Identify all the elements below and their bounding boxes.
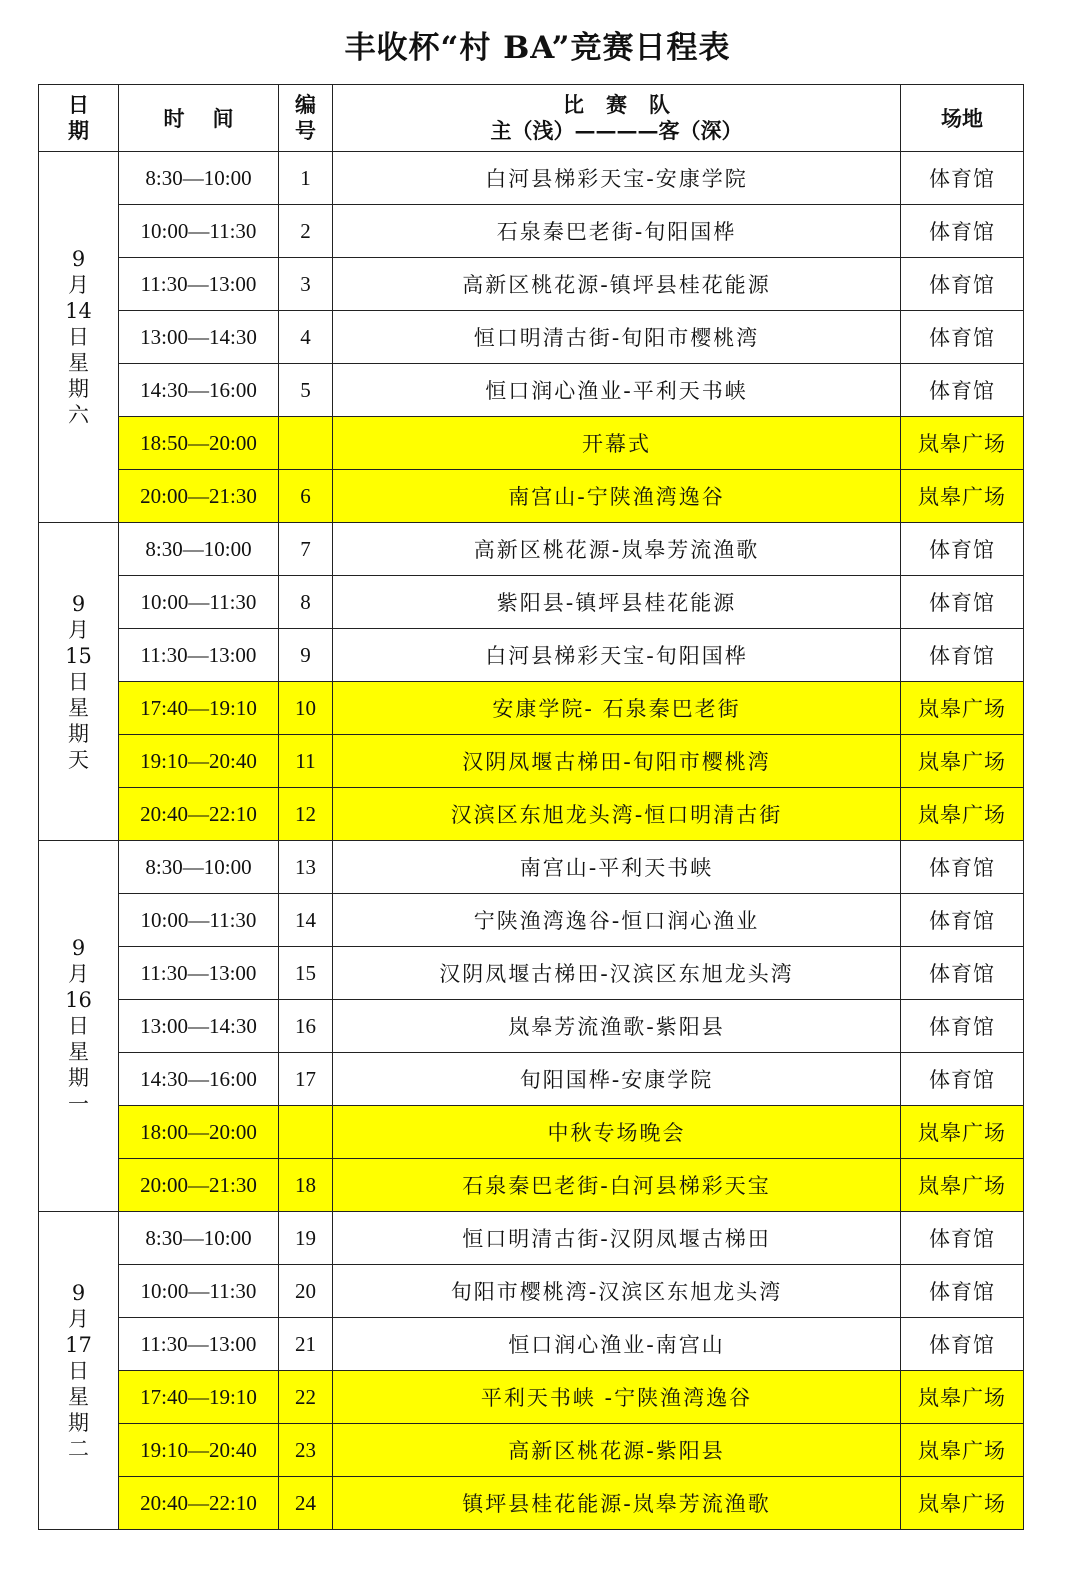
date-cell: 9 月 15 日 星 期 天 [39, 523, 119, 841]
number-cell: 23 [279, 1424, 333, 1477]
venue-cell: 体育馆 [901, 841, 1024, 894]
table-row [39, 1212, 1024, 1265]
table-row [39, 629, 1024, 682]
venue-cell: 岚皋广场 [901, 470, 1024, 523]
table-row [39, 576, 1024, 629]
number-cell: 4 [279, 311, 333, 364]
teams-cell: 石泉秦巴老街-白河县梯彩天宝 [333, 1159, 901, 1212]
time-cell: 20:00—21:30 [119, 470, 279, 523]
table-row [39, 1318, 1024, 1371]
table-row [39, 841, 1024, 894]
time-cell: 19:10—20:40 [119, 1424, 279, 1477]
teams-cell: 岚皋芳流渔歌-紫阳县 [333, 1000, 901, 1053]
number-cell: 15 [279, 947, 333, 1000]
venue-cell: 体育馆 [901, 1212, 1024, 1265]
teams-cell: 镇坪县桂花能源-岚皋芳流渔歌 [333, 1477, 901, 1530]
number-cell: 8 [279, 576, 333, 629]
number-cell [279, 1106, 333, 1159]
number-cell: 16 [279, 1000, 333, 1053]
teams-cell: 恒口润心渔业-南宫山 [333, 1318, 901, 1371]
date-cell: 9 月 14 日 星 期 六 [39, 152, 119, 523]
teams-cell: 汉滨区东旭龙头湾-恒口明清古街 [333, 788, 901, 841]
number-cell: 1 [279, 152, 333, 205]
number-cell: 24 [279, 1477, 333, 1530]
number-cell: 9 [279, 629, 333, 682]
table-row [39, 1477, 1024, 1530]
table-row [39, 735, 1024, 788]
number-cell: 13 [279, 841, 333, 894]
table-row [39, 947, 1024, 1000]
time-cell: 11:30—13:00 [119, 629, 279, 682]
teams-cell: 白河县梯彩天宝-安康学院 [333, 152, 901, 205]
venue-cell: 岚皋广场 [901, 788, 1024, 841]
table-row [39, 1265, 1024, 1318]
venue-cell: 体育馆 [901, 576, 1024, 629]
time-cell: 8:30—10:00 [119, 523, 279, 576]
time-cell: 20:40—22:10 [119, 788, 279, 841]
time-cell: 17:40—19:10 [119, 682, 279, 735]
header-venue: 场地 [901, 85, 1024, 152]
table-row [39, 1053, 1024, 1106]
schedule-table [38, 84, 1024, 1530]
teams-cell: 旬阳市樱桃湾-汉滨区东旭龙头湾 [333, 1265, 901, 1318]
time-cell: 8:30—10:00 [119, 152, 279, 205]
number-cell: 6 [279, 470, 333, 523]
venue-cell: 岚皋广场 [901, 1159, 1024, 1212]
time-cell: 10:00—11:30 [119, 205, 279, 258]
teams-cell: 宁陕渔湾逸谷-恒口润心渔业 [333, 894, 901, 947]
time-cell: 20:40—22:10 [119, 1477, 279, 1530]
table-row [39, 894, 1024, 947]
table-row [39, 470, 1024, 523]
number-cell: 2 [279, 205, 333, 258]
number-cell: 11 [279, 735, 333, 788]
teams-cell: 高新区桃花源-紫阳县 [333, 1424, 901, 1477]
table-row [39, 1424, 1024, 1477]
teams-cell: 高新区桃花源-镇坪县桂花能源 [333, 258, 901, 311]
teams-cell: 恒口润心渔业-平利天书峡 [333, 364, 901, 417]
table-row [39, 364, 1024, 417]
venue-cell: 体育馆 [901, 1000, 1024, 1053]
time-cell: 10:00—11:30 [119, 576, 279, 629]
teams-cell: 平利天书峡 -宁陕渔湾逸谷 [333, 1371, 901, 1424]
time-cell: 14:30—16:00 [119, 364, 279, 417]
number-cell: 19 [279, 1212, 333, 1265]
venue-cell: 岚皋广场 [901, 1106, 1024, 1159]
time-cell: 20:00—21:30 [119, 1159, 279, 1212]
time-cell: 19:10—20:40 [119, 735, 279, 788]
time-cell: 18:50—20:00 [119, 417, 279, 470]
time-cell: 17:40—19:10 [119, 1371, 279, 1424]
number-cell: 5 [279, 364, 333, 417]
table-row [39, 311, 1024, 364]
venue-cell: 岚皋广场 [901, 682, 1024, 735]
number-cell: 10 [279, 682, 333, 735]
table-row [39, 1371, 1024, 1424]
date-cell: 9 月 16 日 星 期 一 [39, 841, 119, 1212]
time-cell: 18:00—20:00 [119, 1106, 279, 1159]
venue-cell: 体育馆 [901, 364, 1024, 417]
table-row [39, 1000, 1024, 1053]
venue-cell: 体育馆 [901, 947, 1024, 1000]
venue-cell: 体育馆 [901, 311, 1024, 364]
venue-cell: 体育馆 [901, 1265, 1024, 1318]
time-cell: 11:30—13:00 [119, 947, 279, 1000]
number-cell: 7 [279, 523, 333, 576]
venue-cell: 体育馆 [901, 894, 1024, 947]
teams-cell: 汉阴凤堰古梯田-旬阳市樱桃湾 [333, 735, 901, 788]
time-cell: 10:00—11:30 [119, 894, 279, 947]
number-cell: 17 [279, 1053, 333, 1106]
teams-cell: 紫阳县-镇坪县桂花能源 [333, 576, 901, 629]
venue-cell: 体育馆 [901, 1318, 1024, 1371]
table-row [39, 258, 1024, 311]
number-cell: 21 [279, 1318, 333, 1371]
number-cell: 14 [279, 894, 333, 947]
venue-cell: 体育馆 [901, 152, 1024, 205]
number-cell: 12 [279, 788, 333, 841]
teams-cell: 高新区桃花源-岚皋芳流渔歌 [333, 523, 901, 576]
table-row [39, 1159, 1024, 1212]
page-title: 丰收杯“村 BA”竞赛日程表 [344, 30, 731, 66]
header-number: 编 号 [279, 85, 333, 152]
table-header-row [39, 85, 1024, 152]
teams-cell: 石泉秦巴老街-旬阳国桦 [333, 205, 901, 258]
venue-cell: 岚皋广场 [901, 1477, 1024, 1530]
header-teams: 比赛队 主（浅）————客（深） [333, 85, 901, 152]
venue-cell: 体育馆 [901, 629, 1024, 682]
venue-cell: 体育馆 [901, 205, 1024, 258]
teams-cell: 南宫山-平利天书峡 [333, 841, 901, 894]
venue-cell: 岚皋广场 [901, 417, 1024, 470]
time-cell: 13:00—14:30 [119, 311, 279, 364]
number-cell: 3 [279, 258, 333, 311]
date-cell: 9 月 17 日 星 期 二 [39, 1212, 119, 1530]
venue-cell: 体育馆 [901, 1053, 1024, 1106]
time-cell: 13:00—14:30 [119, 1000, 279, 1053]
time-cell: 8:30—10:00 [119, 841, 279, 894]
venue-cell: 体育馆 [901, 523, 1024, 576]
time-cell: 8:30—10:00 [119, 1212, 279, 1265]
teams-cell: 南宫山-宁陕渔湾逸谷 [333, 470, 901, 523]
time-cell: 10:00—11:30 [119, 1265, 279, 1318]
table-row [39, 417, 1024, 470]
time-cell: 11:30—13:00 [119, 1318, 279, 1371]
table-row [39, 788, 1024, 841]
teams-cell: 开幕式 [333, 417, 901, 470]
teams-cell: 安康学院- 石泉秦巴老街 [333, 682, 901, 735]
teams-cell: 恒口明清古街-汉阴凤堰古梯田 [333, 1212, 901, 1265]
table-row [39, 682, 1024, 735]
number-cell: 20 [279, 1265, 333, 1318]
teams-cell: 旬阳国桦-安康学院 [333, 1053, 901, 1106]
venue-cell: 岚皋广场 [901, 735, 1024, 788]
number-cell: 18 [279, 1159, 333, 1212]
venue-cell: 岚皋广场 [901, 1371, 1024, 1424]
table-row [39, 523, 1024, 576]
number-cell: 22 [279, 1371, 333, 1424]
time-cell: 11:30—13:00 [119, 258, 279, 311]
table-row [39, 1106, 1024, 1159]
venue-cell: 岚皋广场 [901, 1424, 1024, 1477]
header-date: 日 期 [39, 85, 119, 152]
teams-cell: 恒口明清古街-旬阳市樱桃湾 [333, 311, 901, 364]
header-time: 时间 [119, 85, 279, 152]
table-row [39, 205, 1024, 258]
table-row [39, 152, 1024, 205]
teams-cell: 中秋专场晚会 [333, 1106, 901, 1159]
teams-cell: 白河县梯彩天宝-旬阳国桦 [333, 629, 901, 682]
teams-cell: 汉阴凤堰古梯田-汉滨区东旭龙头湾 [333, 947, 901, 1000]
venue-cell: 体育馆 [901, 258, 1024, 311]
time-cell: 14:30—16:00 [119, 1053, 279, 1106]
number-cell [279, 417, 333, 470]
